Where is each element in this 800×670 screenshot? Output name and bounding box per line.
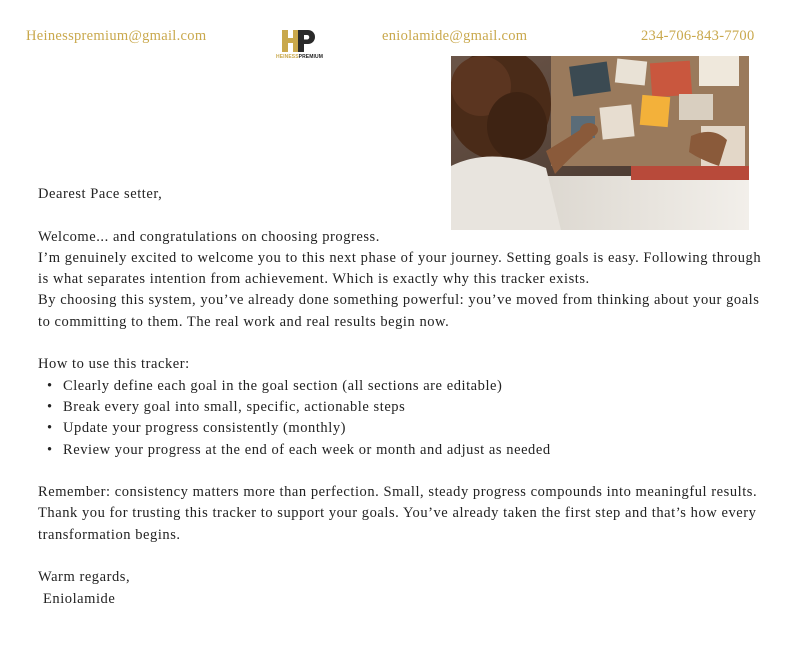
- spacer: [38, 546, 768, 567]
- letter-paragraph-2: By choosing this system, you’ve already done something powerful: you’ve moved from thinking about your goals to committing to them. The real work and real results begin now.: [38, 292, 760, 330]
- spacer: [38, 333, 768, 354]
- list-item: • Update your progress consistently (monthly): [38, 418, 768, 439]
- spacer: [38, 461, 768, 482]
- spacer: [38, 205, 768, 226]
- letter-thanks: Thank you for trusting this tracker to support your goals. You’ve already taken the first step and that’s how every transformation begins.: [38, 505, 757, 543]
- letter-closing: Warm regards,: [38, 569, 131, 586]
- contact-phone[interactable]: 234-706-843-7700: [641, 28, 755, 44]
- how-to-list: [38, 376, 768, 461]
- list-item: • Review your progress at the end of each week or month and adjust as needed: [38, 440, 768, 461]
- welcome-letter: [38, 184, 768, 610]
- list-item: • Break every goal into small, specific, actionable steps: [38, 397, 768, 418]
- brand-wordmark: HEINESSPREMIUM: [276, 54, 323, 60]
- letter-welcome: Welcome... and congratulations on choosing progress.: [38, 228, 380, 245]
- list-item: • Clearly define each goal in the goal section (all sections are editable): [38, 376, 768, 397]
- brand-logo: [276, 28, 322, 64]
- contact-email-left[interactable]: Heinesspremium@gmail.com: [26, 28, 207, 44]
- how-to-heading: How to use this tracker:: [38, 356, 190, 373]
- letter-paragraph-1: I’m genuinely excited to welcome you to this next phase of your journey. Setting goals is easy. Following through is what separates intention from achievement. Which is exactly why this tracker exists.: [38, 249, 762, 288]
- hp-monogram-logo-icon: [276, 28, 322, 54]
- letter-signature: Eniolamide: [43, 590, 116, 607]
- letter-remember: Remember: consistency matters more than perfection. Small, steady progress compounds into meaningful results.: [38, 484, 758, 501]
- letter-greeting: Dearest Pace setter,: [38, 186, 163, 202]
- contact-email-right[interactable]: eniolamide@gmail.com: [382, 28, 528, 44]
